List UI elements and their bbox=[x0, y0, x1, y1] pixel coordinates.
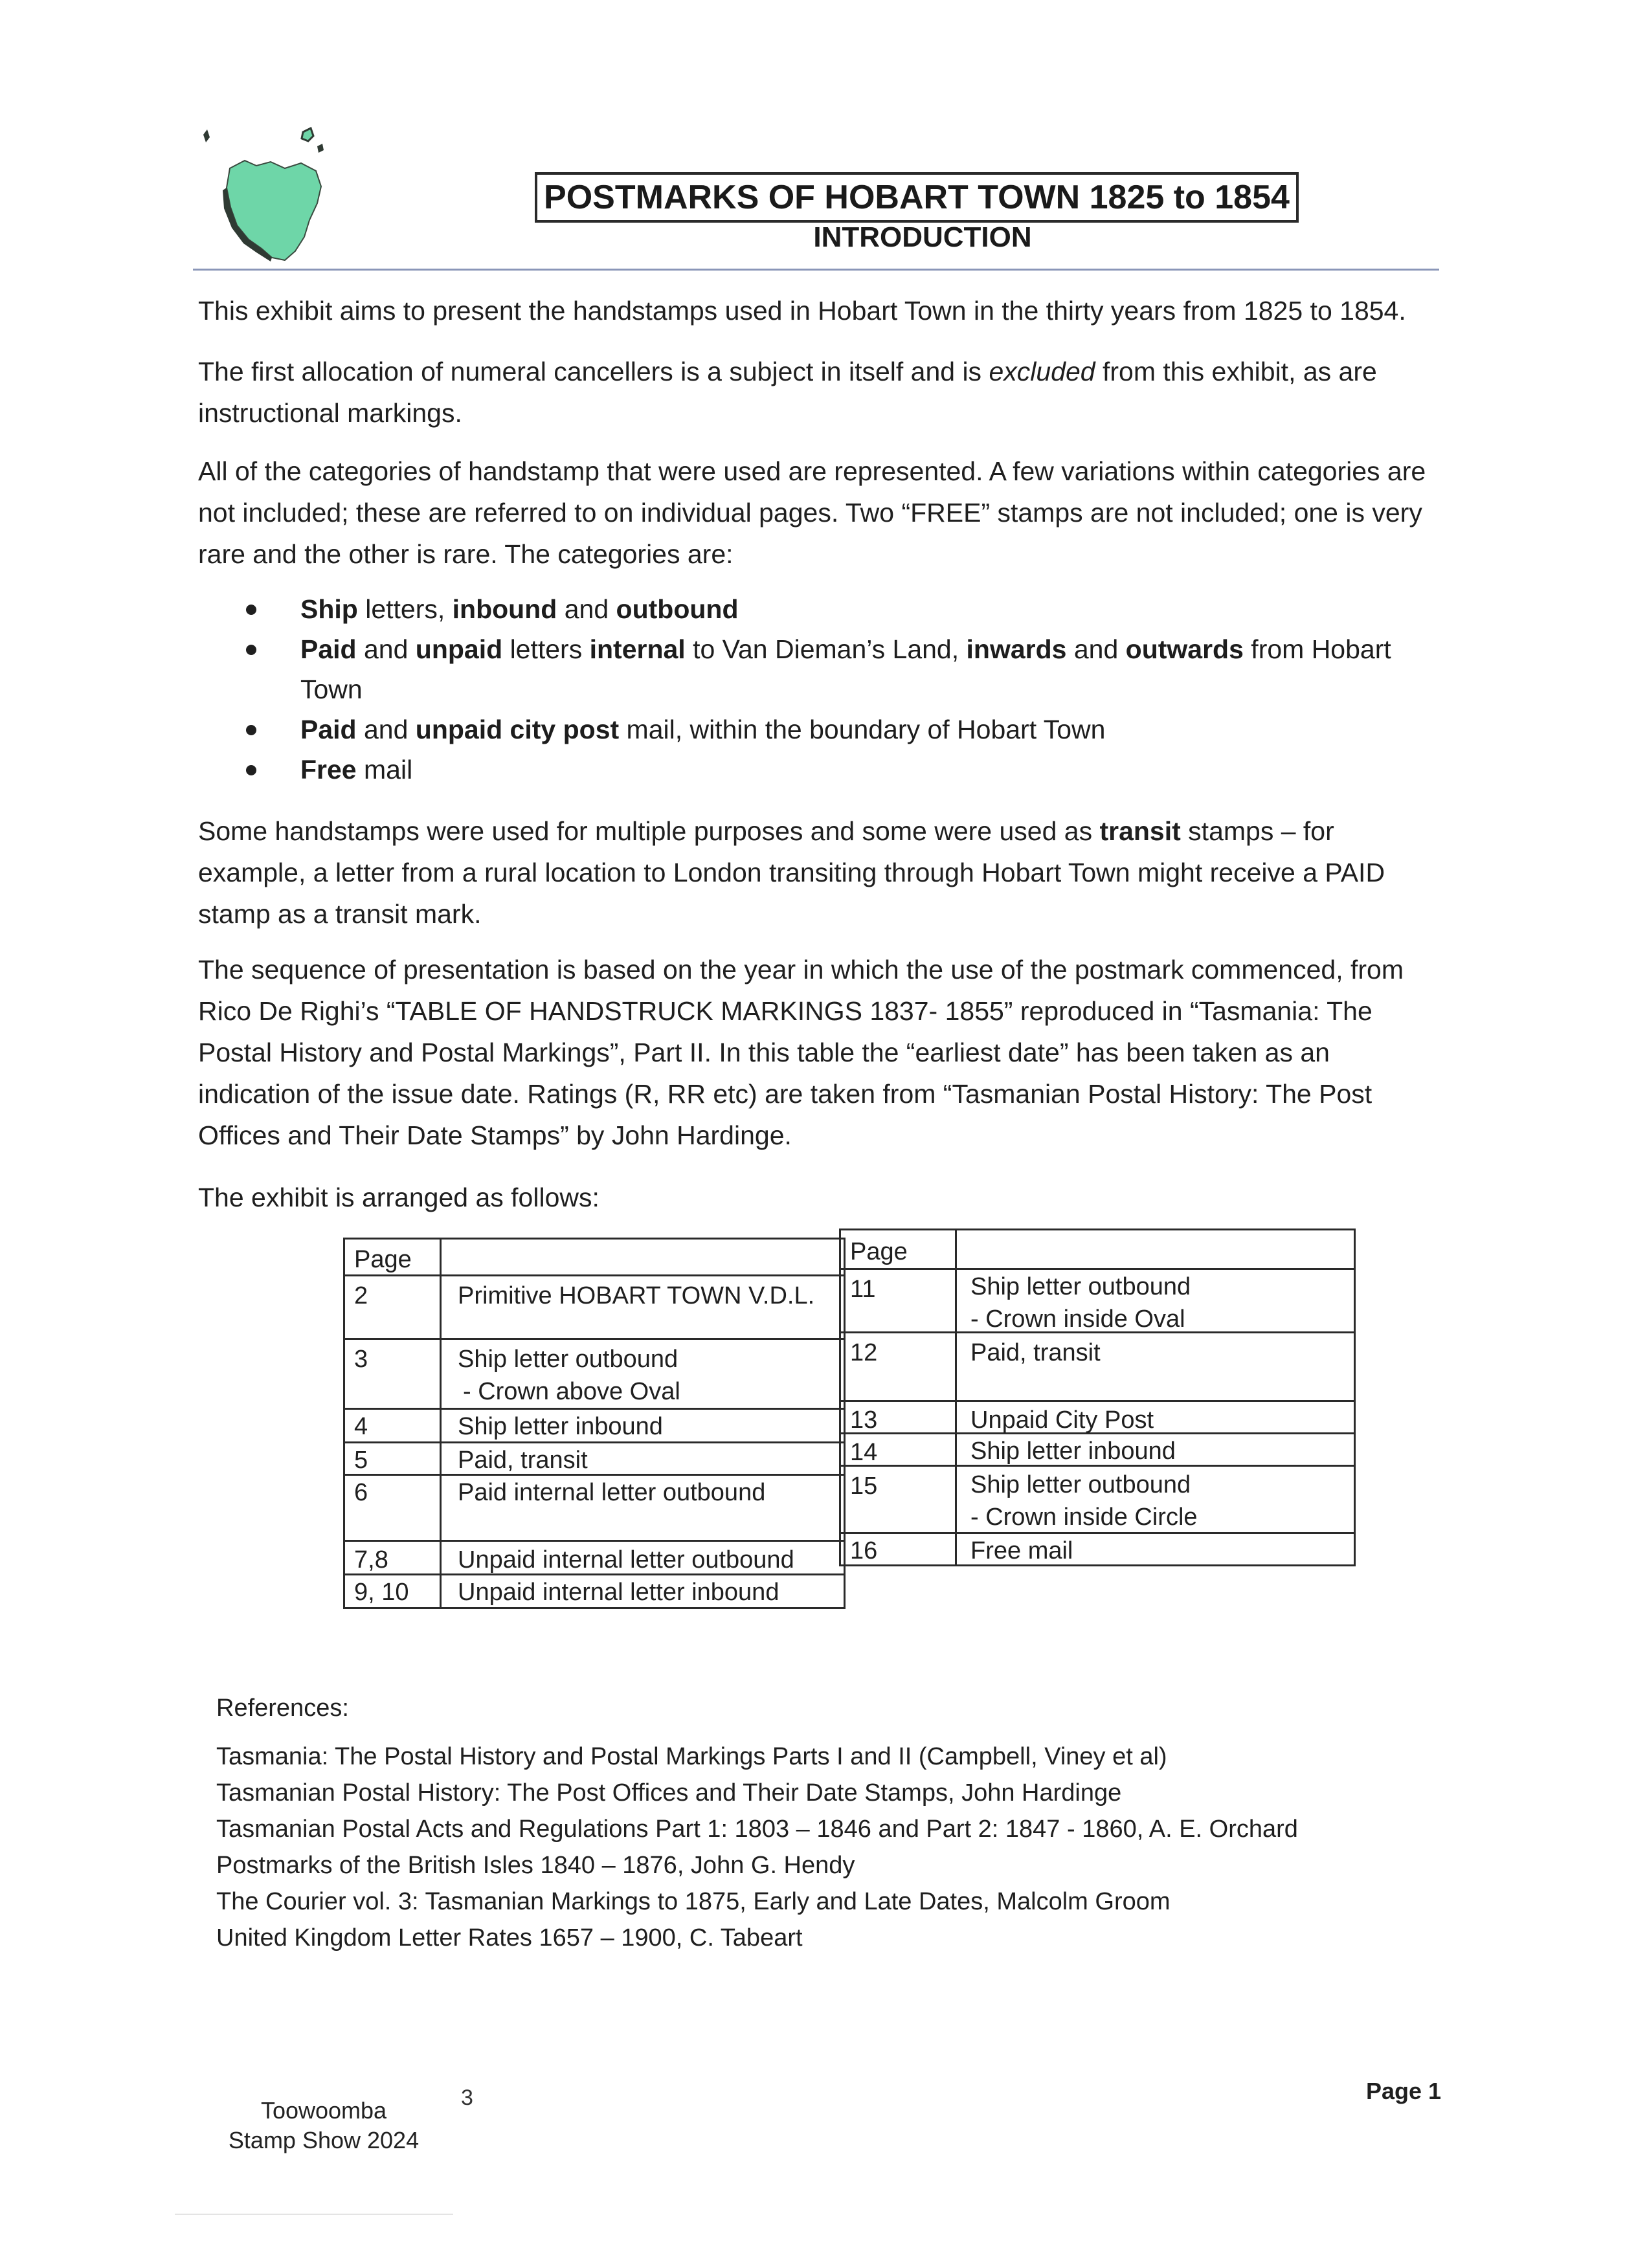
table-cell-desc: Free mail bbox=[970, 1537, 1073, 1564]
list-item: Ship letters, inbound and outbound bbox=[246, 589, 1450, 629]
table-cell-page: 6 bbox=[354, 1479, 368, 1506]
scan-mark: 3 bbox=[461, 2085, 473, 2110]
bullet-icon bbox=[246, 725, 256, 735]
table-cell-desc: Paid internal letter outbound bbox=[458, 1479, 766, 1506]
title-box bbox=[535, 172, 1299, 223]
footer-divider bbox=[175, 2214, 453, 2215]
bullet-icon bbox=[246, 645, 256, 655]
table-cell-page: 11 bbox=[850, 1276, 876, 1303]
table-cell-page: 2 bbox=[354, 1282, 368, 1309]
header-divider bbox=[193, 269, 1439, 271]
reference-item: Postmarks of the British Isles 1840 – 1876, John G. Hendy bbox=[216, 1852, 855, 1879]
bullet-icon bbox=[246, 765, 256, 775]
table-cell-desc: Paid, transit bbox=[458, 1447, 588, 1474]
references-title: References: bbox=[216, 1695, 349, 1722]
page-subtitle: INTRODUCTION bbox=[813, 221, 1032, 253]
table-cell-page: 9, 10 bbox=[354, 1579, 409, 1606]
table-cell-page: 15 bbox=[850, 1473, 878, 1500]
table-cell-page: 3 bbox=[354, 1346, 368, 1373]
table-cell-desc: Unpaid City Post bbox=[970, 1406, 1154, 1434]
table-cell-page: 5 bbox=[354, 1447, 368, 1474]
table-cell-desc: Unpaid internal letter outbound bbox=[458, 1546, 794, 1573]
intro-paragraph-1: This exhibit aims to present the handstamps used in Hobart Town in the thirty years from 1825 to 1854. bbox=[198, 296, 1406, 326]
reference-item: The Courier vol. 3: Tasmanian Markings to 1875, Early and Late Dates, Malcolm Groom bbox=[216, 1888, 1171, 1915]
page-title: POSTMARKS OF HOBART TOWN 1825 to 1854 bbox=[544, 179, 1290, 216]
tasmania-map-icon bbox=[194, 123, 337, 272]
table-cell-page: 7,8 bbox=[354, 1546, 388, 1573]
list-item: Paid and unpaid city post mail, within the boundary of Hobart Town bbox=[246, 709, 1450, 750]
sequence-paragraph: The sequence of presentation is based on the year in which the use of the postmark commenced, from Rico De Righi’s “TABLE OF HANDSTRUCK MARKINGS 1837- 1855” reproduced in “Tasmania: The Postal History and Postal Markings”, Part II. In this table the “earliest date” has been taken as an indication of the issue date. Ratings (R, RR etc) are taken from “Tasmanian Postal History: The Post Offices and Their Date Stamps” by John Hardinge. bbox=[198, 955, 1404, 1150]
list-item: Paid and unpaid letters internal to Van Dieman’s Land, inwards and outwards from Hobart Town bbox=[246, 629, 1450, 709]
show-label: Toowoomba Stamp Show 2024 bbox=[228, 2097, 420, 2153]
table-cell-page: 13 bbox=[850, 1406, 878, 1434]
reference-item: United Kingdom Letter Rates 1657 – 1900, C. Tabeart bbox=[216, 1924, 803, 1951]
table-cell-desc: Ship letter outbound - Crown above Oval bbox=[458, 1346, 680, 1405]
table-header-page: Page bbox=[354, 1246, 412, 1273]
transit-paragraph: Some handstamps were used for multiple purposes and some were used as transit stamps – for example, a letter from a rural location to London transiting through Hobart Town might receive a PAID stamp as a transit mark. bbox=[198, 816, 1385, 929]
table-header-page: Page bbox=[850, 1238, 908, 1265]
intro-paragraph-2: The first allocation of numeral cancellers is a subject in itself and is excluded from this exhibit, as are instructional markings. bbox=[198, 357, 1377, 428]
references-list bbox=[216, 1739, 1446, 1956]
table-cell-desc: Unpaid internal letter inbound bbox=[458, 1579, 779, 1606]
table-cell-desc: Ship letter inbound bbox=[970, 1438, 1176, 1465]
table-cell-page: 12 bbox=[850, 1339, 878, 1366]
table-cell-desc: Ship letter inbound bbox=[458, 1413, 663, 1440]
table-cell-desc: Paid, transit bbox=[970, 1339, 1101, 1366]
list-item: Free mail bbox=[246, 750, 1450, 790]
table-cell-page: 16 bbox=[850, 1537, 878, 1564]
table-cell-desc: Ship letter outbound - Crown inside Oval bbox=[970, 1273, 1191, 1333]
reference-item: Tasmanian Postal History: The Post Offices and Their Date Stamps, John Hardinge bbox=[216, 1779, 1122, 1807]
table-cell-desc: Ship letter outbound - Crown inside Circle bbox=[970, 1471, 1198, 1531]
page-number: Page 1 bbox=[1366, 2078, 1442, 2104]
intro-paragraph-3: All of the categories of handstamp that were used are represented. A few variations within categories are not included; these are referred to on individual pages. Two “FREE” stamps are not included; one is very rare and the other is rare. The categories are: bbox=[198, 456, 1426, 569]
arranged-heading: The exhibit is arranged as follows: bbox=[198, 1183, 599, 1212]
contents-table-right bbox=[839, 1228, 1356, 1566]
bullet-icon bbox=[246, 605, 256, 615]
table-cell-desc: Primitive HOBART TOWN V.D.L. bbox=[458, 1282, 815, 1309]
table-cell-page: 4 bbox=[354, 1413, 368, 1440]
reference-item: Tasmanian Postal Acts and Regulations Part 1: 1803 – 1846 and Part 2: 1847 - 1860, A. E. Orchard bbox=[216, 1816, 1298, 1843]
reference-item: Tasmania: The Postal History and Postal Markings Parts I and II (Campbell, Viney et al) bbox=[216, 1743, 1167, 1770]
category-list bbox=[246, 589, 1450, 790]
contents-table-left bbox=[343, 1238, 846, 1609]
table-cell-page: 14 bbox=[850, 1439, 878, 1466]
